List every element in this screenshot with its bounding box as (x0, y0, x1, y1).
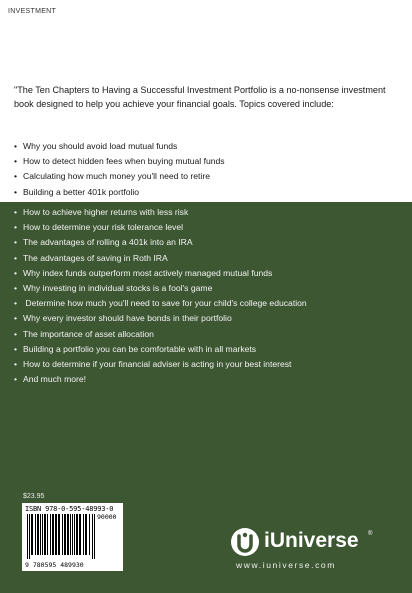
topic-text: Calculating how much money you'll need to retire (23, 171, 210, 182)
topic-text: And much more! (23, 374, 87, 385)
isbn-barcode (22, 503, 123, 571)
topic-item (14, 311, 307, 326)
topic-text: Building a better 401k portfolio (23, 186, 140, 197)
topic-item (14, 139, 225, 154)
topic-text: Building a portfolio you can be comfortable with in all markets (23, 343, 257, 354)
bullet-icon: • (14, 207, 18, 217)
topic-text: How to determine if your financial adviser is acting in your best interest (23, 358, 292, 369)
iuniverse-logo-icon (230, 527, 260, 557)
topic-text: How to detect hidden fees when buying mutual funds (23, 156, 225, 167)
topic-item (14, 185, 225, 200)
bullet-icon: • (14, 298, 18, 309)
bullet-icon: • (14, 374, 18, 385)
topic-text: Why investing in individual stocks is a fool's game (23, 282, 213, 293)
topic-item (14, 154, 225, 169)
bullet-icon: • (14, 141, 18, 151)
topic-item (14, 296, 307, 311)
barcode-number: 9 780595 489930 (25, 561, 84, 569)
topic-item (14, 251, 307, 266)
isbn-text: ISBN 978-0-595-48993-0 (25, 505, 114, 513)
topic-text: How to determine your risk tolerance level (23, 222, 184, 233)
publisher-logo (230, 527, 380, 557)
topic-text: The advantages of saving in Roth IRA (23, 252, 168, 263)
topic-item (14, 281, 307, 296)
topic-text: The importance of asset allocation (23, 328, 154, 339)
topic-item (14, 342, 307, 357)
topic-item (14, 357, 307, 372)
bullet-icon: • (14, 171, 18, 182)
price-label: $23.95 (23, 493, 45, 500)
registered-mark: ® (368, 531, 373, 537)
publisher-name: iUniverse (264, 529, 359, 552)
bullet-icon: • (14, 313, 18, 324)
topic-item (14, 220, 307, 235)
topic-text: Why you should avoid load mutual funds (23, 141, 178, 151)
bullet-icon: • (14, 282, 18, 293)
category-label: INVESTMENT (8, 8, 57, 15)
bullet-icon: • (14, 186, 18, 197)
barcode-bars (27, 514, 95, 559)
bullet-icon: • (14, 358, 18, 369)
topic-item (14, 169, 225, 184)
topic-item (14, 266, 307, 281)
topic-text: How to achieve higher returns with less risk (23, 207, 189, 217)
topic-text: Why index funds outperform most actively managed mutual funds (23, 267, 273, 278)
topic-item (14, 235, 307, 250)
bullet-icon: • (14, 252, 18, 263)
topic-text: The advantages of rolling a 401k into an IRA (23, 237, 193, 248)
topic-item (14, 372, 307, 387)
bullet-icon: • (14, 222, 18, 233)
topics-list-bottom (14, 205, 307, 387)
bullet-icon: • (14, 343, 18, 354)
topic-item (14, 327, 307, 342)
bullet-icon: • (14, 156, 18, 167)
supplement-code: 90000 (97, 513, 117, 521)
bullet-icon: • (14, 267, 18, 278)
topic-text: Why every investor should have bonds in their portfolio (23, 313, 232, 324)
book-description: "The Ten Chapters to Having a Successful Investment Portfolio is a no-nonsense investment book designed to help you achieve your financial goals. Topics covered include: (14, 85, 386, 109)
topic-text: Determine how much you'll need to save for your child's college education (23, 298, 307, 309)
publisher-website: www.iuniverse.com (236, 560, 336, 570)
topics-list-top (14, 139, 225, 200)
bullet-icon: • (14, 237, 18, 248)
bullet-icon: • (14, 328, 18, 339)
topic-item (14, 205, 307, 220)
